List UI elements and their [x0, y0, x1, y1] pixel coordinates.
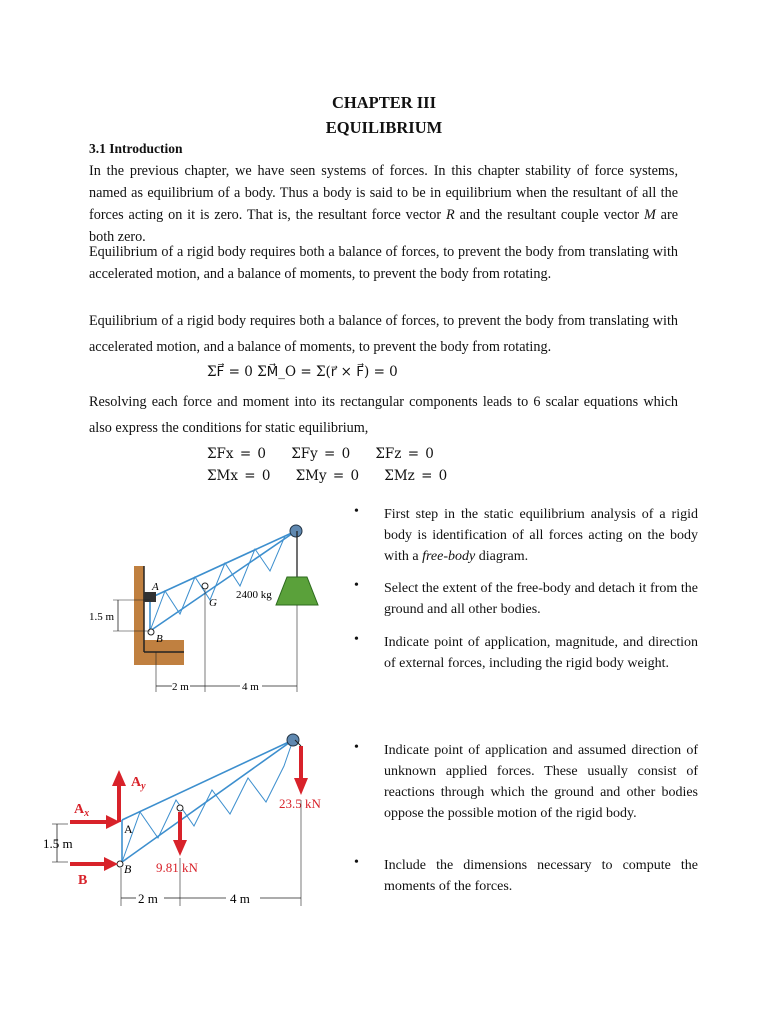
fig1-label-b: B	[156, 633, 163, 645]
eq-fy: ΣFy = 0	[291, 446, 351, 462]
fig1-dim-2m: 2 m	[172, 681, 189, 693]
fbd-weight-label: 9.81 kN	[156, 860, 198, 875]
eq-my: ΣMy = 0	[295, 468, 360, 484]
fig1-mass-label: 2400 kg	[236, 589, 272, 601]
weight-arrowhead	[173, 840, 187, 856]
vector-equations-text: ΣF⃗ = 0 ΣM⃗_O = Σ(r⃗ × F⃗) = 0	[207, 364, 398, 380]
force-ay-arrowhead	[112, 770, 126, 786]
eq-mx: ΣMx = 0	[207, 468, 271, 484]
fbd-pulley-icon	[287, 734, 299, 746]
fbd-boom	[122, 740, 293, 862]
fbd-point-a: A	[124, 822, 133, 836]
fbd-load-label: 23.5 kN	[279, 796, 321, 811]
fbd-dim-4m: 4 m	[230, 891, 250, 906]
fbd-height-dim: 1.5 m	[43, 836, 73, 851]
load-arrowhead	[294, 778, 308, 795]
fbd-b-force-label: B	[78, 873, 88, 888]
eq-mz: ΣMz = 0	[384, 468, 448, 484]
chapter-title: EQUILIBRIUM	[325, 118, 443, 137]
intro-paragraph: In the previous chapter, we have seen systems of forces. In this chapter stability of force systems, named as equilibrium of a body. Thus a body is said to be in equilibrium when the resultant of all the forces acting on it is zero. That is, the resultant force vector R and the resultant couple vector M are both zero.	[89, 163, 679, 245]
scalar-intro-paragraph: Resolving each force and moment into its rectangular components leads to 6 scalar equations which also express the conditions for static equilibrium,	[89, 394, 678, 436]
fig1-label-a: A	[152, 581, 159, 593]
eq-fx: ΣFx = 0	[207, 446, 267, 462]
fig1-dim-4m: 4 m	[242, 681, 259, 693]
section-heading: 3.1 Introduction	[89, 141, 183, 156]
equilibrium-paragraph-1: Equilibrium of a rigid body requires both a balance of forces, to prevent the body from translating with accelerated motion, and a balance of moments, to prevent the body from rotating.	[89, 244, 678, 282]
fbd-dim-2m: 2 m	[138, 891, 158, 906]
fbd-ax-label: $A_x$	[74, 802, 90, 819]
fig1-label-g: G	[209, 597, 217, 609]
document-page: CHAPTER III EQUILIBRIUM 3.1 Introduction In the previous chapter, we have seen systems of forces. In this chapter stability of force systems, named as equilibrium of a body. Thus a body is said to be in equilibrium when the resultant of all the forces acting on it is zero. That is, the resultant force vector R and the resultant couple vector M are both zero. Equilibrium of a rigid body requires both a balance of forces, to prevent the body from translating with accelerated motion, and a balance of moments, to prevent the body from rotating. Equilibrium of a rigid body requires both a balance of forces, to prevent the body from translating with accelerated motion, and a balance of moments, to prevent the body from rotating. ΣF⃗ = 0 ΣM⃗_O = Σ(r⃗ × F⃗) = 0 Resolving each force and moment into its rectangular components leads to 6 scalar equations which also express the conditions for static equilibrium, ΣFx = 0 ΣFy = 0 ΣFz = 0 ΣMx = 0 ΣMy = 0 ΣMz = 0 • First step in the static equilibrium analysis of a rigid body is identification of all forces acting on the body with a free-body diagram. • Select the extent of the free-body and detach it from the ground and all other bodies. • Indicate point of application, magnitude, and direction of external forces, including the rigid body weight. • Indicate point of application and assumed direction of unknown applied forces. These usually consist of reactions through which the ground and other bodies oppose the possible motion of the rigid body. • Include the dimensions necessary to compute the moments of the forces. A B G 2400 kg 1.5 m 2 m 4 m $A_y$ $A_x$ B A B 9.81 kN 23.5 kN 1.5 m 2 m 4 m	[0, 0, 768, 1024]
eq-fz: ΣFz = 0	[375, 446, 434, 462]
fbd-ay-label: $A_y$	[131, 775, 146, 792]
chapter-number: CHAPTER III	[331, 93, 437, 112]
fbd-cg-marker	[177, 805, 183, 811]
force-b-arrowhead	[104, 857, 118, 871]
fbd-point-b: B	[124, 862, 132, 876]
fig1-height-dim: 1.5 m	[89, 611, 115, 623]
equilibrium-paragraph-2: Equilibrium of a rigid body requires both a balance of forces, to prevent the body from translating with accelerated motion, and a balance of moments, to prevent the body from rotating.	[89, 313, 678, 355]
